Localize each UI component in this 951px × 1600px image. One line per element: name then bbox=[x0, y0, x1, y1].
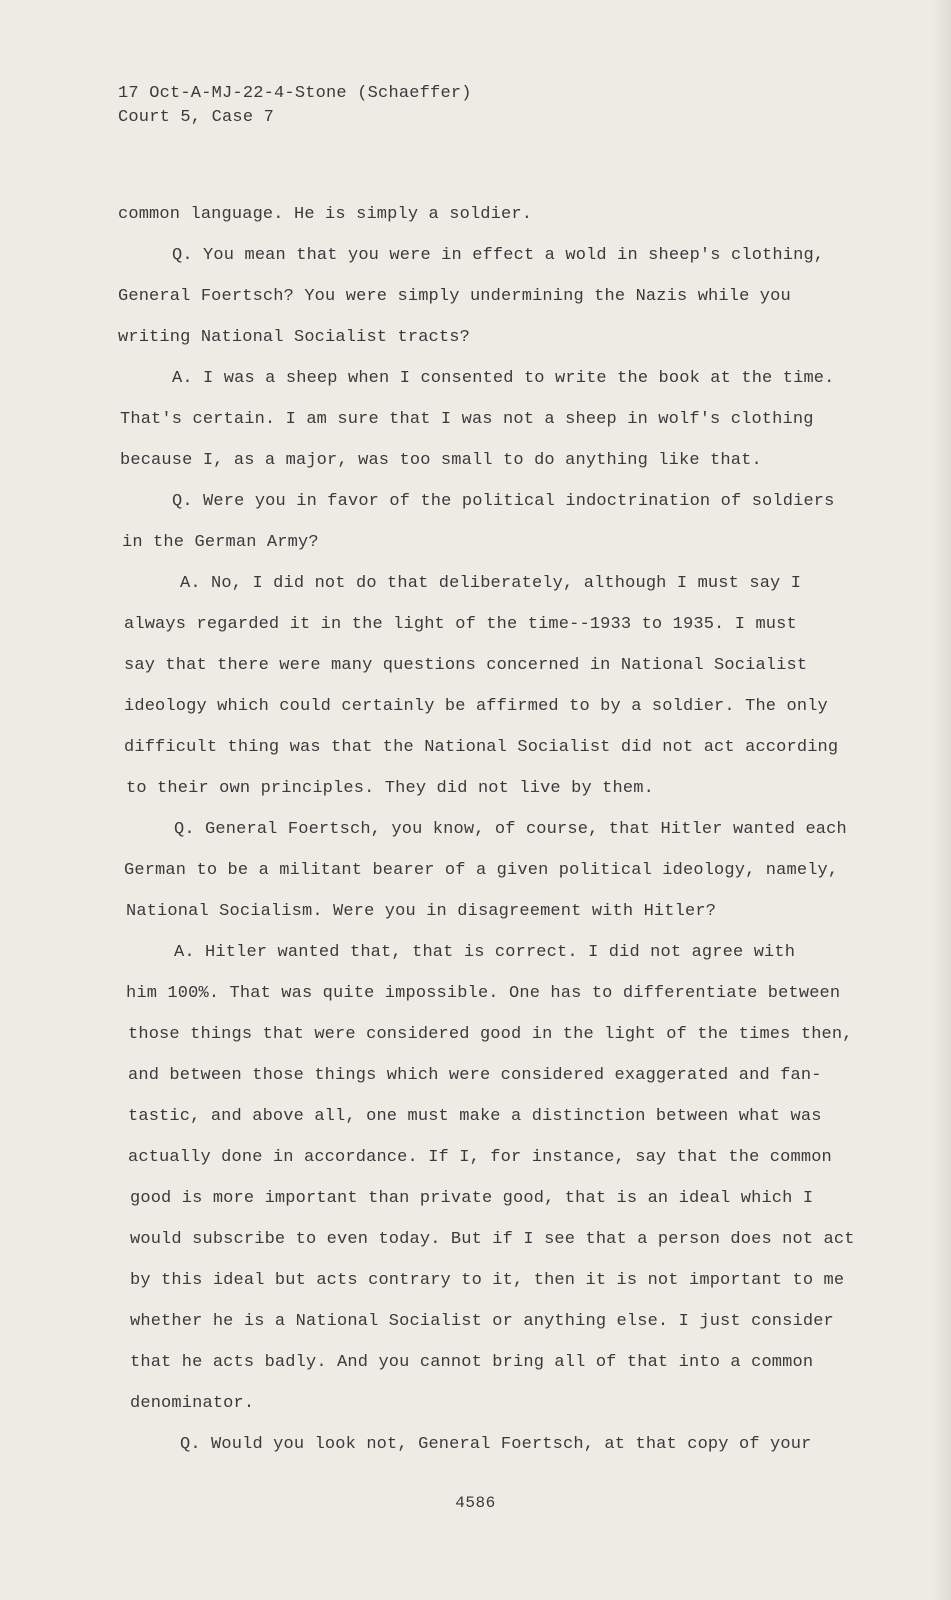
transcript-line: say that there were many questions concerned in National Socialist bbox=[124, 656, 808, 675]
transcript-line: difficult thing was that the National Socialist did not act according bbox=[124, 738, 839, 757]
transcript-line: A. No, I did not do that deliberately, although I must say I bbox=[180, 574, 802, 593]
transcript-line: denominator. bbox=[130, 1394, 255, 1413]
transcript-line: Q. You mean that you were in effect a wold in sheep's clothing, bbox=[172, 246, 825, 265]
transcript-line: ideology which could certainly be affirmed to by a soldier. The only bbox=[124, 697, 828, 716]
transcript-line: A. I was a sheep when I consented to write the book at the time. bbox=[172, 369, 835, 388]
transcript-line: those things that were considered good in the light of the times then, bbox=[128, 1025, 853, 1044]
header-line-1: 17 Oct-A-MJ-22-4-Stone (Schaeffer) bbox=[118, 84, 472, 103]
transcript-line: that he acts badly. And you cannot bring all of that into a common bbox=[130, 1353, 814, 1372]
transcript-line: Q. Would you look not, General Foertsch, at that copy of your bbox=[180, 1435, 812, 1454]
transcript-line: common language. He is simply a soldier. bbox=[118, 205, 533, 224]
transcript-line: to their own principles. They did not live by them. bbox=[126, 779, 654, 798]
transcript-line: him 100%. That was quite impossible. One has to differentiate between bbox=[126, 984, 841, 1003]
transcript-line: National Socialism. Were you in disagreement with Hitler? bbox=[126, 902, 717, 921]
transcript-line: and between those things which were considered exaggerated and fan- bbox=[128, 1066, 822, 1085]
header-line-2: Court 5, Case 7 bbox=[118, 108, 275, 127]
transcript-line: always regarded it in the light of the time--1933 to 1935. I must bbox=[124, 615, 797, 634]
transcript-line: whether he is a National Socialist or anything else. I just consider bbox=[130, 1312, 834, 1331]
transcript-line: German to be a militant bearer of a given political ideology, namely, bbox=[124, 861, 839, 880]
document-header bbox=[118, 82, 472, 130]
transcript-line: because I, as a major, was too small to do anything like that. bbox=[120, 451, 762, 470]
transcript-line: A. Hitler wanted that, that is correct. I did not agree with bbox=[174, 943, 796, 962]
transcript-line: in the German Army? bbox=[122, 533, 319, 552]
transcript-line: good is more important than private good, that is an ideal which I bbox=[130, 1189, 814, 1208]
page-edge-shadow bbox=[933, 0, 951, 1600]
transcript-line: writing National Socialist tracts? bbox=[118, 328, 470, 347]
transcript-line: Q. General Foertsch, you know, of course, that Hitler wanted each bbox=[174, 820, 847, 839]
transcript-line: would subscribe to even today. But if I see that a person does not act bbox=[130, 1230, 855, 1249]
transcript-line: actually done in accordance. If I, for instance, say that the common bbox=[128, 1148, 832, 1167]
transcript-line: tastic, and above all, one must make a distinction between what was bbox=[128, 1107, 822, 1126]
transcript-line: General Foertsch? You were simply undermining the Nazis while you bbox=[118, 287, 791, 306]
transcript-line: Q. Were you in favor of the political indoctrination of soldiers bbox=[172, 492, 835, 511]
page-number: 4586 bbox=[455, 1494, 496, 1512]
transcript-line: by this ideal but acts contrary to it, then it is not important to me bbox=[130, 1271, 845, 1290]
transcript-line: That's certain. I am sure that I was not a sheep in wolf's clothing bbox=[120, 410, 814, 429]
